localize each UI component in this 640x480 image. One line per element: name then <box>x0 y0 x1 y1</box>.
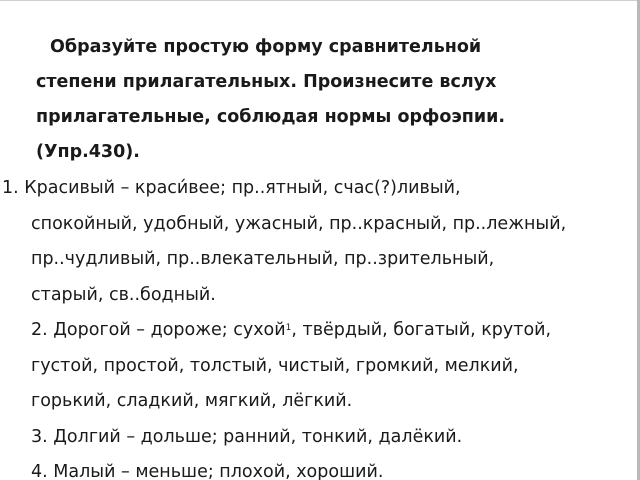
item-1-line-4: старый, св..бодный. <box>31 284 216 305</box>
heading-line-2: степени прилагательных. Произнесите вслух <box>36 72 497 92</box>
footnote-marker: 1 <box>285 323 292 333</box>
item-2-line-1 <box>0 313 630 349</box>
heading-line-4: (Упр.430). <box>36 142 140 162</box>
heading-line-1: Образуйте простую форму сравнительной <box>50 37 482 57</box>
heading-line-3: прилагательные, соблюдая нормы орфоэпии. <box>36 107 506 127</box>
exercise-body <box>0 171 630 480</box>
item-1-line-3: пр..чудливый, пр..влекательный, пр..зрительный, <box>31 249 495 269</box>
exercise-heading <box>36 30 596 170</box>
item-2-text-start: 2. Дорогой – дороже; сухой <box>31 320 286 340</box>
item-4-line-1: 4. Малый – меньше; плохой, хороший. <box>31 462 384 480</box>
item-2-text-end: , твёрдый, богатый, крутой, <box>291 320 552 340</box>
item-1-line-2: спокойный, удобный, ужасный, пр..красный, пр..лежный, <box>31 213 567 234</box>
top-border <box>0 0 640 1</box>
item-1-line-1: 1. Красивый – краси́вее; пр..ятный, счас(?)ливый, <box>2 178 461 198</box>
item-2-line-2: густой, простой, толстый, чистый, громкий, мелкий, <box>31 355 519 376</box>
item-2-line-3: горький, сладкий, мягкий, лёгкий. <box>31 391 353 411</box>
item-3-line-1: 3. Долгий – дольше; ранний, тонкий, далёкий. <box>31 426 463 447</box>
